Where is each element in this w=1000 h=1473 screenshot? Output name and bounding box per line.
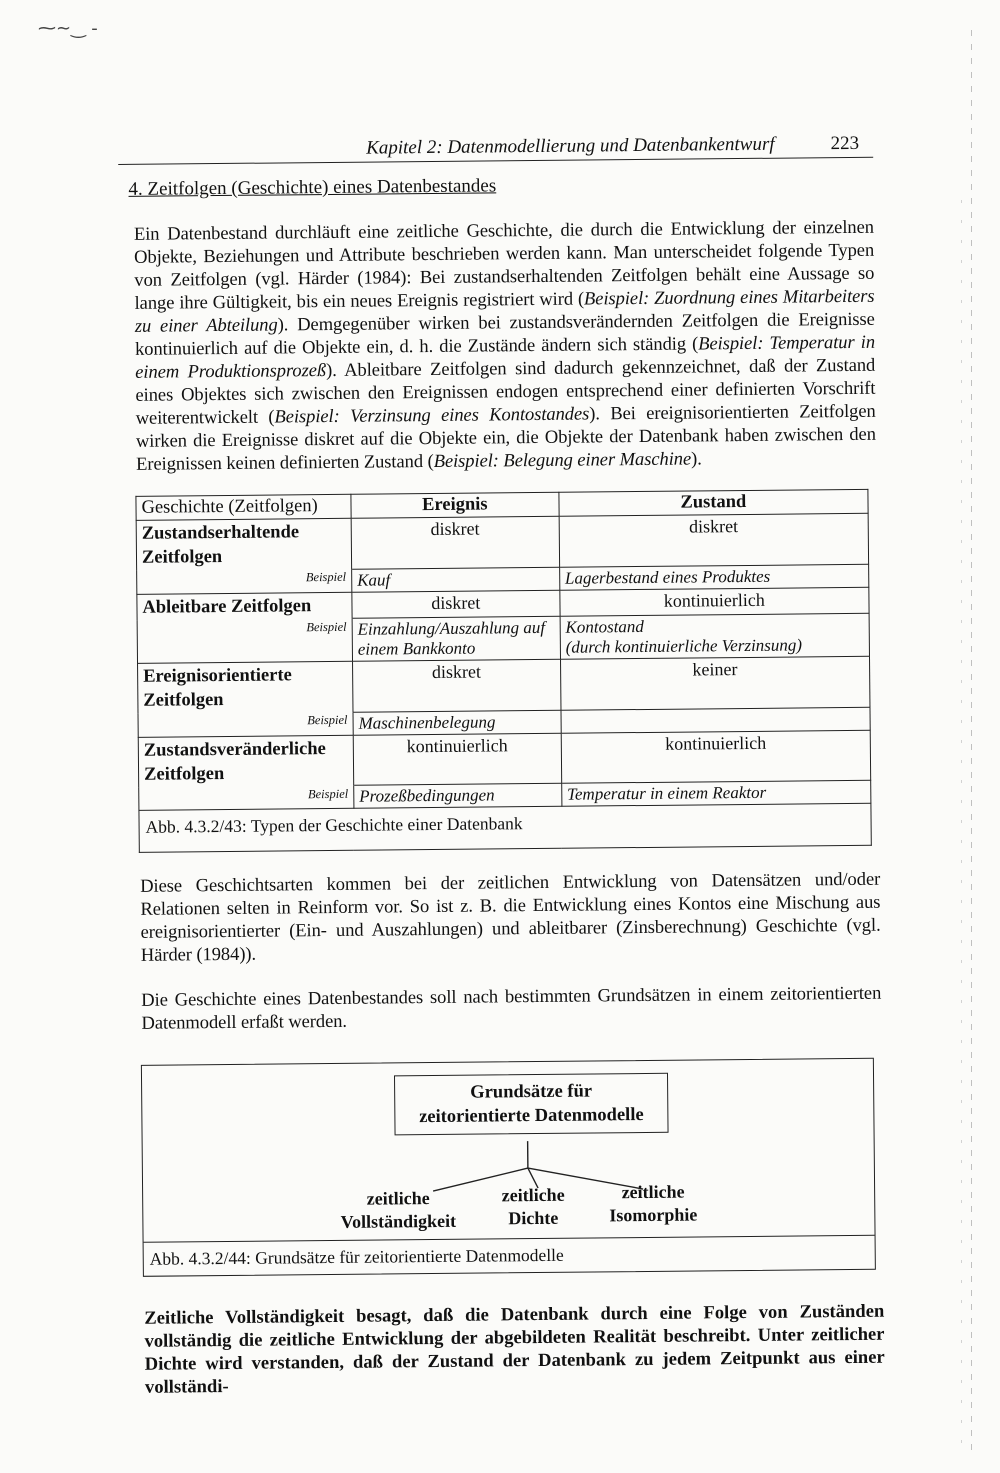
book-page <box>118 133 885 1399</box>
page-edge-shadow <box>971 30 972 1450</box>
cell-ereignis: diskret <box>352 590 560 618</box>
example-label: Beispiel <box>137 569 352 594</box>
example-label: Beispiel <box>139 785 354 810</box>
cell-zustand: keiner <box>560 656 870 709</box>
figure-caption: Abb. 4.3.2/44: Grundsätze für zeitorientierte Datenmodelle <box>144 1235 875 1276</box>
example-ereignis: Einzahlung/Auszahlung auf einem Bankkonto <box>352 616 560 661</box>
table-row <box>138 730 870 788</box>
paragraph-vollstaendigkeit: Zeitliche Vollständigkeit besagt, daß die Datenbank durch eine Folge von Zuständen vollständig die zeitliche Entwicklung der abgebildeten Realität beschreibt. Unter zeitlicher Dichte wird verstanden, daß der Zustand der Datenbank zu jedem Zeitpunkt aus einer vollständi- <box>144 1300 885 1398</box>
paragraph-grundsaetze: Die Geschichte eines Datenbestandes soll nach bestimmten Grundsätzen in einem zeitorientierten Datenmodell erfaßt werden. <box>141 982 882 1034</box>
section-title: 4. Zeitfolgen (Geschichte) eines Datenbestandes <box>128 175 497 200</box>
example-zustand: Temperatur in einem Reaktor <box>561 780 870 806</box>
chapter-title: Kapitel 2: Datenmodellierung und Datenbankentwurf <box>366 133 775 159</box>
cell-zustand: kontinuierlich <box>561 730 871 783</box>
paragraph-zeitfolgen: Ein Datenbestand durchläuft eine zeitliche Geschichte, die durch die Entwicklung der einzelnen Objekte, Beziehungen und Attribute beschrieben werden kann. Man unterscheidet folgende Typen von Zeitfolgen (vgl. Härder (1984): Bei zustandserhaltenden Zeitfolgen behält eine Aussage so lange ihre Gültigkeit, bis ein neues Ereignis registriert wird (Beispiel: Zuordnung eines Mitarbeiters zu einer Abteilung). Demgegenüber wirken bei zustandsverändernden Zeitfolgen die Ereignisse kontinuierlich auf die Objekte ein, d. h. die Zustände ändern sich ständig (Beispiel: Temperatur in einem Produktionsprozeß). Ableitbare Zeitfolgen sind dadurch gekennzeichnet, daß der Zustand eines Objektes sich zwischen den Ereignissen endogen entsprechend einer definierten Vorschrift weiterentwickelt (Beispiel: Verzinsung eines Kontostandes). Bei ereignisorientierten Zeitfolgen wirken die Ereignisse diskret auf die Objekte ein, die Objekte der Datenbank haben zwischen den Ereignissen keinen definierten Zustand (Beispiel: Belegung einer Maschine). <box>133 216 876 475</box>
figure-caption: Abb. 4.3.2/43: Typen der Geschichte einer Datenbank <box>139 803 871 852</box>
row-name: Zustandserhaltende Zeitfolgen <box>136 518 351 571</box>
cell-ereignis: kontinuierlich <box>353 733 561 785</box>
header-geschichte: Geschichte (Zeitfolgen) <box>136 494 351 520</box>
example-ereignis: Maschinenbelegung <box>353 710 561 735</box>
row-name: Zustandsveränderliche Zeitfolgen <box>138 735 353 788</box>
grundsaetze-diagram <box>141 1058 876 1277</box>
table-row <box>136 513 868 571</box>
example-ereignis: Prozeßbedingungen <box>354 783 562 808</box>
row-name: Ableitbare Zeitfolgen <box>137 592 352 621</box>
leaf-isomorphie: zeitliche Isomorphie <box>609 1181 698 1226</box>
row-name: Ereignisorientierte Zeitfolgen <box>138 661 353 714</box>
table-row <box>138 656 870 714</box>
example-zustand <box>561 707 870 733</box>
cell-ereignis: diskret <box>351 516 559 568</box>
example-zustand: Lagerbestand eines Produktes <box>559 564 868 590</box>
table-example-row <box>137 613 869 663</box>
leaf-vollstaendigkeit: zeitliche Vollständigkeit <box>340 1188 457 1232</box>
zeitfolgen-table <box>135 489 871 853</box>
page-number: 223 <box>830 132 860 155</box>
scan-artifact: ⁓~‿ ‐ <box>38 18 98 39</box>
diagram-root-node: Grundsätze für zeitorientierte Datenmodelle <box>394 1073 669 1136</box>
example-label: Beispiel <box>138 712 353 737</box>
paragraph-geschichtsarten: Diese Geschichtsarten kommen bei der zeitlichen Entwicklung von Datensätzen und/oder Relationen selten in Reinform vor. So ist z. B. die Entwicklung eines Kontos eine Mischung aus ereignisorientierter (Ein- und Auszahlungen) und ableitbarer (Zinsberechnung) Geschichte (vgl. Härder (1984)). <box>140 868 881 966</box>
table-caption-row <box>139 803 871 852</box>
cell-zustand: diskret <box>559 513 869 566</box>
header-zustand: Zustand <box>559 489 868 516</box>
cell-zustand: kontinuierlich <box>560 587 869 616</box>
header-ereignis: Ereignis <box>351 492 559 518</box>
cell-ereignis: diskret <box>352 659 560 711</box>
example-ereignis: Kauf <box>352 567 560 592</box>
running-header <box>118 133 873 165</box>
leaf-dichte: zeitliche Dichte <box>501 1184 565 1229</box>
example-label: Beispiel <box>137 618 352 663</box>
example-zustand: Kontostand (durch kontinuierliche Verzinsung) <box>560 613 870 659</box>
page-edge-shadow-2 <box>961 200 962 1450</box>
